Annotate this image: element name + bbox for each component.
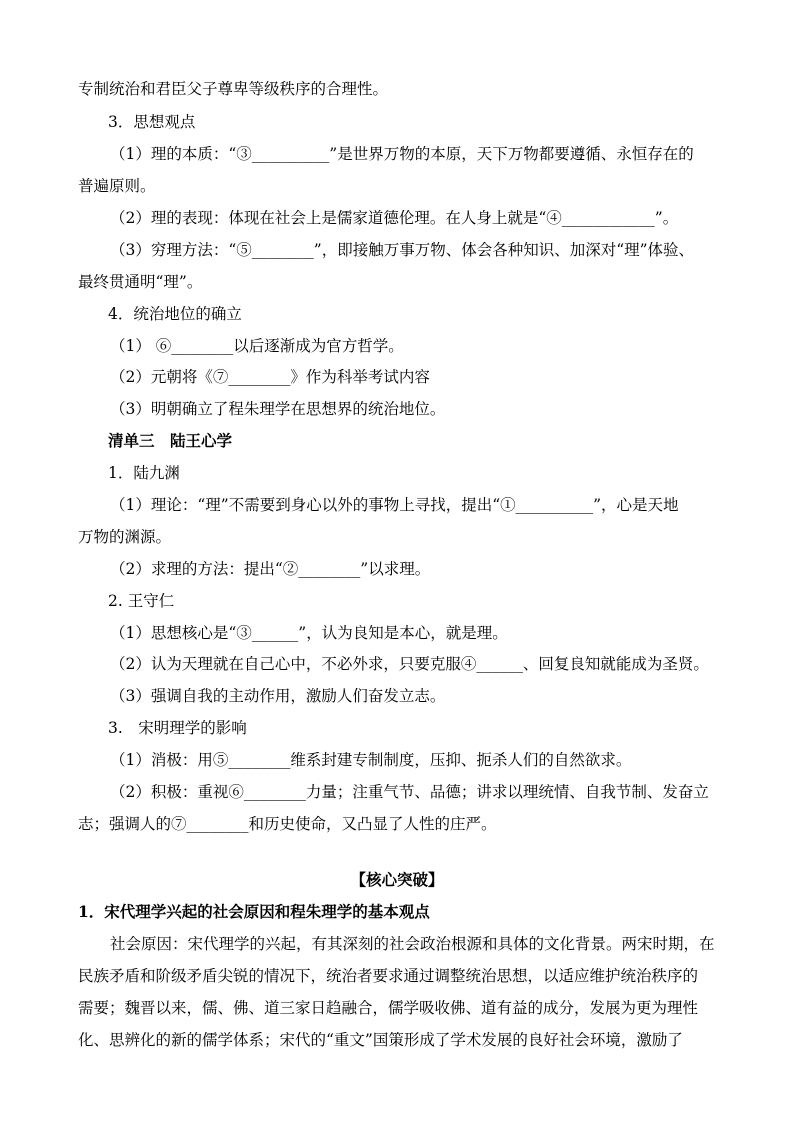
section-heading: 2. 王守仁 <box>108 592 175 610</box>
section-heading: 3. 宋明理学的影响 <box>108 719 247 737</box>
text-line: 化、思辨化的新的儒学体系；宋代的“重文”国策形成了学术发展的良好社会环境，激励了 <box>78 1031 683 1049</box>
text-line: 志；强调人的⑦________和历史使命，又凸显了人性的庄严。 <box>78 815 497 833</box>
text-line: 民族矛盾和阶级矛盾尖锐的情况下，统治者要求通过调整统治思想，以适应维护统治秩序的 <box>78 967 699 985</box>
text-line: （2）求理的方法：提出“②________”以求理。 <box>110 560 431 578</box>
core-breakthrough-heading: 【核心突破】 <box>350 870 444 889</box>
topic-heading: 1．宋代理学兴起的社会原因和程朱理学的基本观点 <box>78 902 430 921</box>
text-line: （3）明朝确立了程朱理学在思想界的统治地位。 <box>110 400 446 418</box>
text-line: （2）元朝将《⑦________》作为科举考试内容 <box>110 368 430 386</box>
text-line: 需要；魏晋以来，儒、佛、道三家日趋融合，儒学吸收佛、道有益的成分，发展为更为理性 <box>78 999 699 1017</box>
section-heading: 1．陆九渊 <box>108 464 180 482</box>
text-line: （1）理论：“理”不需要到身心以外的事物上寻找，提出“①__________”，心是天地 <box>110 496 679 514</box>
text-line: 最终贯通明“理”。 <box>78 273 203 291</box>
text-line: （1）思想核心是“③______”，认为良知是本心，就是理。 <box>110 624 508 642</box>
list-title: 清单三 陆王心学 <box>108 431 233 450</box>
text-line: 社会原因：宋代理学的兴起，有其深刻的社会政治根源和具体的文化背景。两宋时期，在 <box>110 935 715 953</box>
section-heading: 4．统治地位的确立 <box>108 305 242 323</box>
section-heading: 3．思想观点 <box>108 113 196 131</box>
text-line: （1） ⑥________以后逐渐成为官方哲学。 <box>110 337 404 355</box>
text-line: （2）认为天理就在自己心中，不必外求，只要克服④______、回复良知就能成为圣贤。 <box>110 655 709 673</box>
text-line: （1）消极：用⑤________维系封建专制制度，压抑、扼杀人们的自然欲求。 <box>110 751 632 769</box>
text-line: （3）穷理方法：“⑤________”，即接触万事万物、体会各种知识、加深对“理”体验、 <box>110 241 695 259</box>
text-line: 普遍原则。 <box>78 177 156 195</box>
text-line: （3）强调自我的主动作用，激励人们奋发立志。 <box>110 687 446 705</box>
text-line: （1）理的本质：“③__________”是世界万物的本原，天下万物都要遵循、永恒存在的 <box>110 145 694 163</box>
text-line: （2）积极：重视⑥________力量；注重气节、品德；讲求以理统情、自我节制、发奋立 <box>110 783 709 801</box>
text-line: 专制统治和君臣父子尊卑等级秩序的合理性。 <box>78 80 389 98</box>
text-line: 万物的渊源。 <box>78 528 172 546</box>
text-line: （2）理的表现：体现在社会上是儒家道德伦理。在人身上就是“④____________”。 <box>110 209 679 227</box>
